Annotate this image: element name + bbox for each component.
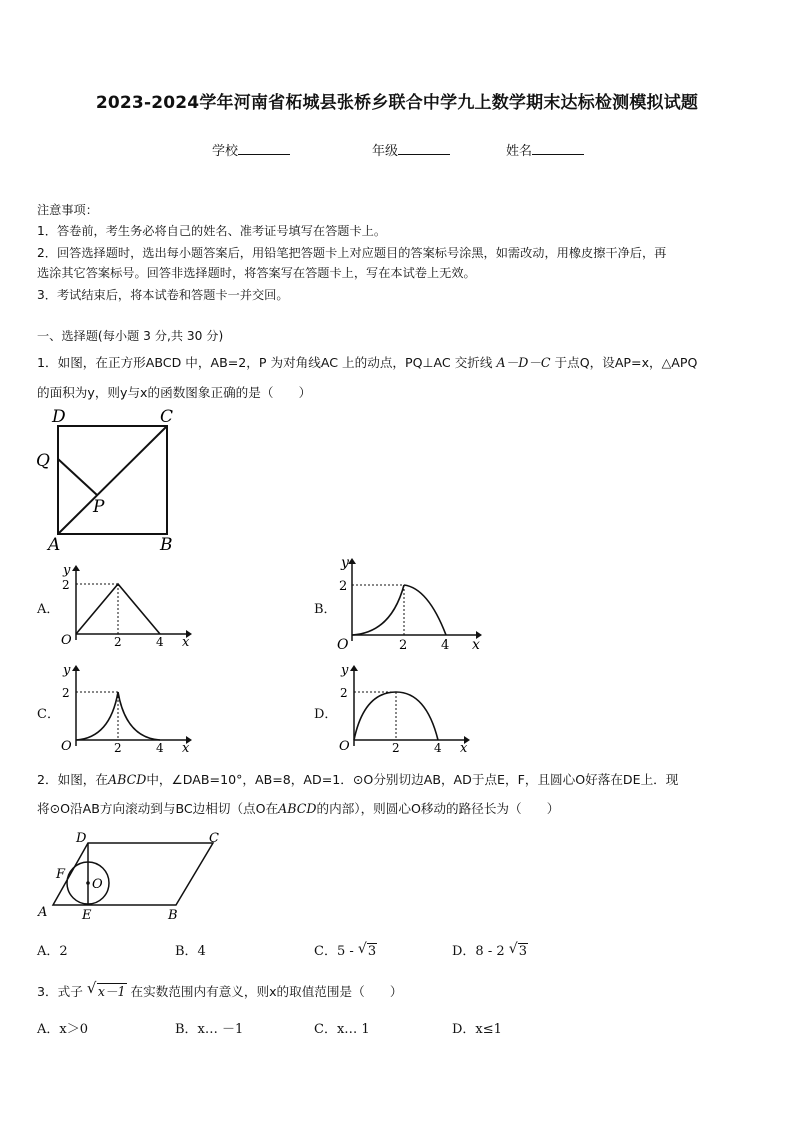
q2-parallelogram-figure [34,828,234,924]
q2-line1-mid: 中，∠DAB=10°，AB=8，AD=1．⊙O分别切边AB，AD于点E，F，且圆心O好落在DE上．现 [146,772,679,787]
q2-line2-pre: 将⊙O沿AB方向滚动到与BC边相切（点O在 [37,801,279,816]
q2-option-a[interactable]: A．2 [37,944,68,959]
notice-item-2a: 2．回答选择题时，选出每小题答案后，用铅笔把答题卡上对应题目的答案标号涂黑，如需改动，用橡皮擦干净后，再 [37,246,667,260]
q2-abcd-2: ABCD [278,801,317,816]
q3-text-post: 在实数范围内有意义，则x的取值范围是（ ） [130,984,403,999]
name-label: 姓名 [506,144,533,159]
svg-text:x: x [182,741,190,754]
graph-c-curve-1 [76,692,118,740]
q1-line2: 的面积为y，则y与x的函数图象正确的是（ ） [37,385,312,400]
parallelogram-abcd [53,843,213,905]
q1-graph-d[interactable] [336,662,476,754]
q2-line1 [37,769,762,790]
label-p: P [93,497,105,517]
svg-text:2: 2 [339,579,348,594]
svg-text:x: x [182,635,190,648]
q3-text-pre: 3．式子 [37,984,83,999]
svg-text:2: 2 [114,741,122,754]
q1-option-b-label[interactable]: B． [314,602,337,617]
label-d: D [76,831,87,846]
svg-text:y: y [63,663,71,678]
svg-text:2: 2 [62,578,70,592]
grade-label: 年级 [372,144,399,159]
svg-text:4: 4 [434,741,442,754]
name-field [506,140,584,159]
q2-line2-post: 的内部），则圆心O移动的路径长为（ ） [316,801,560,816]
q1-option-c-label[interactable]: C． [37,707,60,722]
label-q: Q [36,451,50,471]
label-f: F [56,867,66,882]
q1-line1 [37,352,762,373]
q1-line1-post: 于点Q，设AP=x，△APQ [554,355,698,370]
graph-c-curve-2 [118,692,160,740]
q2-option-b[interactable]: B．4 [175,944,206,959]
svg-text:2: 2 [62,686,70,700]
svg-text:4: 4 [441,638,450,653]
notice-item-2b: 选涂其它答案标号。回答非选择题时，将答案写在答题卡上，写在本试卷上无效。 [37,266,476,280]
svg-text:O: O [339,739,350,754]
q1-graph-b[interactable] [336,553,488,653]
q3-line [37,981,762,1002]
q3-option-c[interactable]: C．x… 1 [314,1022,370,1037]
q3-option-a[interactable]: A．x＞0 [37,1022,88,1037]
q3-radical: √ x－1 [86,979,126,999]
q1-option-a-label[interactable]: A． [37,602,60,617]
segment-pq [58,459,97,495]
name-blank [532,142,584,155]
q2-line2 [37,798,762,819]
section-heading: 一、选择题(每小题 3 分,共 30 分) [37,329,224,343]
q1-path: A－D－C [496,355,551,370]
svg-text:O: O [337,637,349,653]
svg-text:x: x [460,741,468,754]
svg-text:2: 2 [399,638,408,653]
q1-option-d-label[interactable]: D． [314,707,338,722]
school-blank [238,142,290,155]
svg-text:2: 2 [114,635,122,648]
q2-line1-pre: 2．如图，在 [37,772,108,787]
svg-text:O: O [61,633,72,648]
label-c: C [209,831,219,846]
q3-option-b[interactable]: B．x… －1 [175,1022,244,1037]
q2-option-c-radical: √ 3 [357,941,377,959]
grade-field [372,140,450,159]
grade-blank [398,142,450,155]
q2-option-d-radical: √ 3 [508,941,528,959]
notice-item-3: 3．考试结束后，将本试卷和答题卡一并交回。 [37,288,289,302]
graph-b-curve-1 [352,585,404,635]
label-a: A [38,905,48,920]
svg-text:O: O [61,739,72,754]
q3-option-d[interactable]: D．x≤1 [452,1022,502,1037]
q1-graph-c[interactable] [58,662,198,754]
q1-line1-pre: 1．如图，在正方形ABCD 中，AB=2，P 为对角线AC 上的动点，PQ⊥AC 交折线 [37,355,493,370]
label-b: B [168,908,178,923]
svg-text:4: 4 [156,635,164,648]
graph-b-curve-2 [404,585,446,635]
q2-option-c-text: C．5 - [314,944,354,959]
q2-option-d-text: D．8 - 2 [452,944,505,959]
notice-heading: 注意事项： [37,203,98,217]
label-d: D [52,407,66,427]
svg-text:x: x [472,637,480,653]
svg-text:2: 2 [392,741,400,754]
school-label: 学校 [212,144,239,159]
label-c: C [160,407,174,427]
svg-text:y: y [341,555,349,571]
label-o: O [92,877,103,892]
label-b: B [160,535,173,554]
page-title: 2023-2024学年河南省柘城县张桥乡联合中学九上数学期末达标检测模拟试题 [95,93,699,113]
notice-item-1: 1．答卷前，考生务必将自己的姓名、准考证号填写在答题卡上。 [37,224,387,238]
school-field [212,140,290,159]
svg-text:y: y [63,563,71,578]
svg-text:4: 4 [156,741,164,754]
svg-text:2: 2 [340,686,348,700]
q1-graph-a[interactable] [58,562,198,648]
q1-square-figure [30,404,190,554]
q2-abcd: ABCD [107,772,147,787]
svg-text:y: y [341,663,349,678]
label-e: E [82,908,92,923]
diagonal-ac [58,426,167,534]
q2-option-c[interactable] [314,940,377,959]
label-a: A [48,535,61,554]
q2-option-d[interactable] [452,940,528,959]
